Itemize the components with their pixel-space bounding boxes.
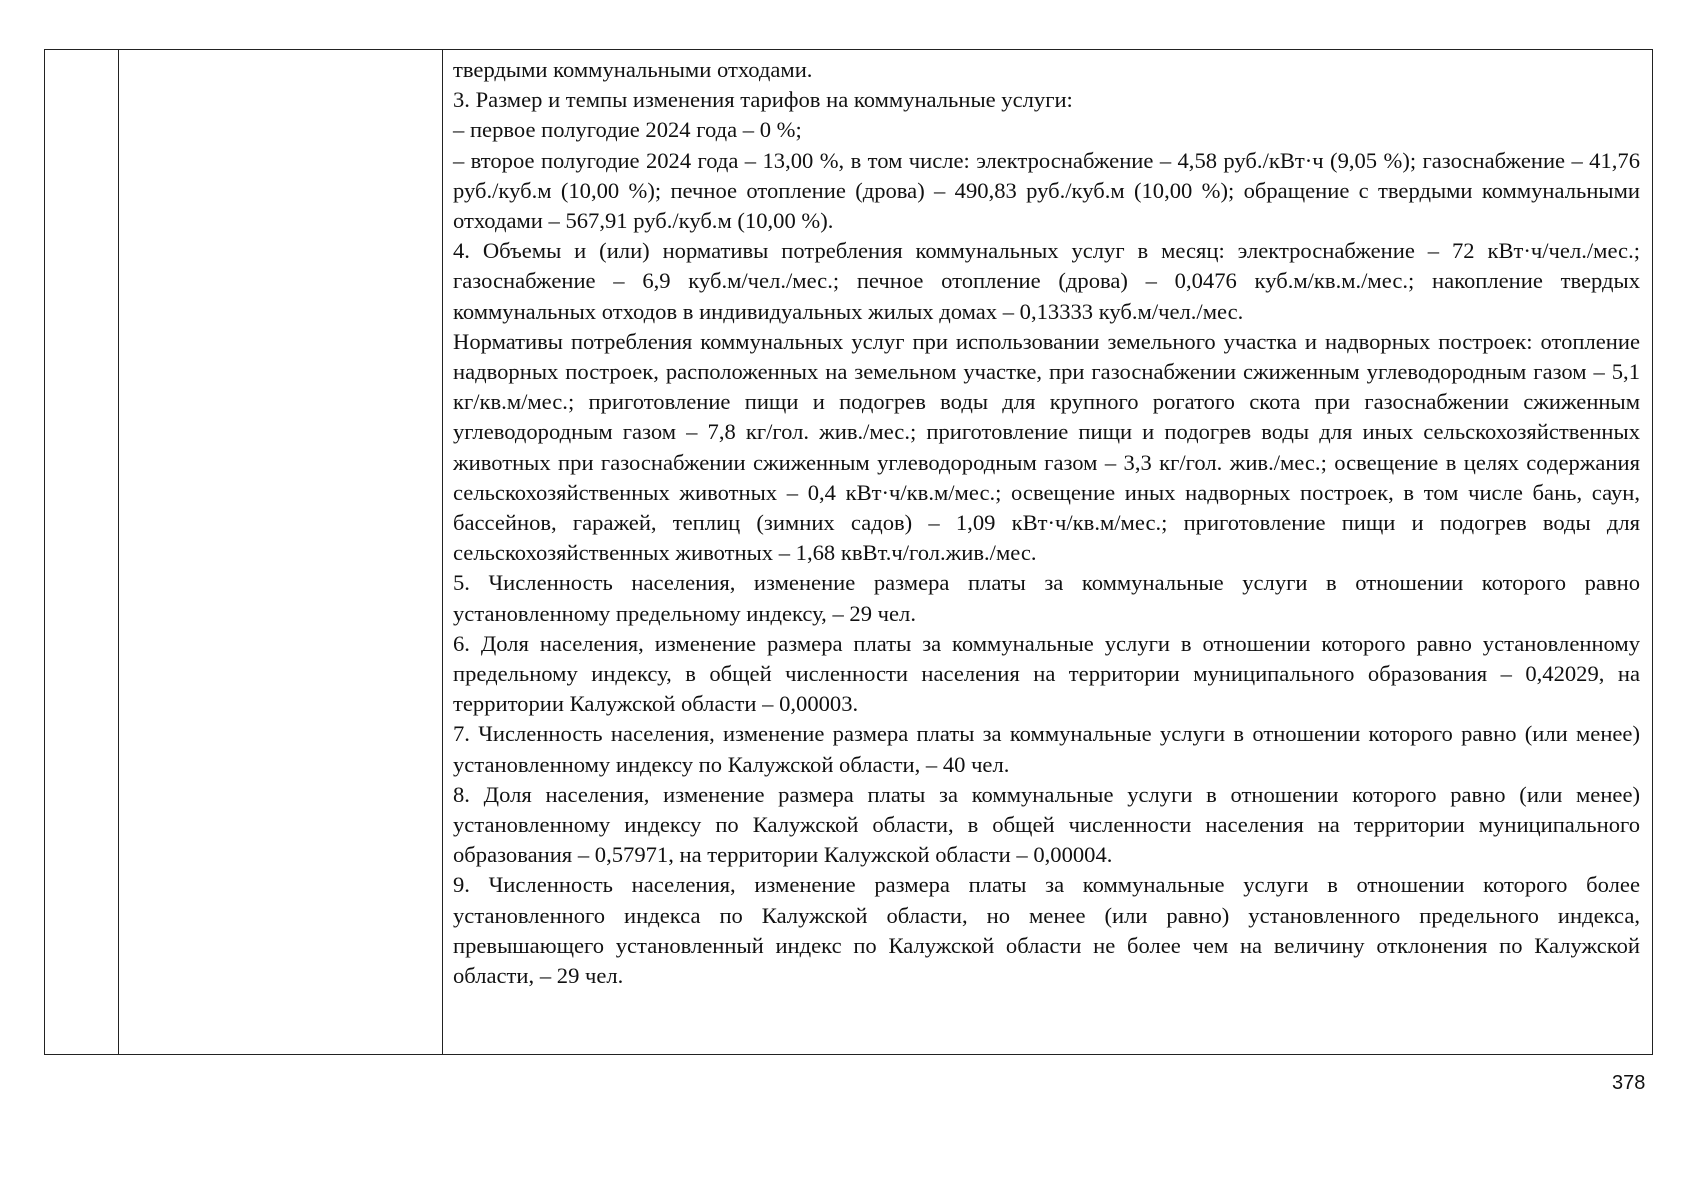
- document-table: [44, 49, 1653, 1055]
- paragraph-item-4: 4. Объемы и (или) нормативы потребления коммунальных услуг в месяц: электроснабжение – 72 кВт·ч/чел./мес.; газоснабжение – 6,9 куб.м/чел./мес.; печное отопление (дрова) – 0,0476 куб.м/кв.м./мес.; накопление твердых коммунальных отходов в индивидуальных жилых домах – 0,13333 куб.м/чел./мес.: [453, 238, 1640, 324]
- content-text: [453, 55, 1640, 991]
- paragraph-first-half: – первое полугодие 2024 года – 0 %;: [453, 117, 802, 143]
- content-cell: [443, 50, 1653, 1055]
- paragraph-continuation: твердыми коммунальными отходами.: [453, 57, 813, 82]
- paragraph-norms: Нормативы потребления коммунальных услуг при использовании земельного участка и надворных построек: отопление надворных построек, расположенных на земельном участке, при газоснабжении сжиженным углеводородным газом – 5,1 кг/кв.м/мес.; приготовление пищи и подогрев воды для крупного рогатого скота при газоснабжении сжиженным углеводородным газом – 7,8 кг/гол. жив./мес.; приготовление пищи и подогрев воды для иных сельскохозяйственных животных при газоснабжении сжиженным углеводородным газом – 3,3 кг/гол. жив./мес.; освещение в целях содержания сельскохозяйственных животных – 0,4 кВт·ч/кв.м/мес.; освещение иных надворных построек, в том числе бань, саун, бассейнов, гаражей, теплиц (зимних садов) – 1,09 кВт·ч/кв.м/мес.; приготовление пищи и подогрев воды для сельскохозяйственных животных – 1,68 квВт.ч/гол.жив./мес.: [453, 328, 1640, 566]
- paragraph-second-half: – второе полугодие 2024 года – 13,00 %, в том числе: электроснабжение – 4,58 руб./кВт·ч (9,05 %); газоснабжение – 41,76 руб./куб.м (10,00 %); печное отопление (дрова) – 490,83 руб./куб.м (10,00 %); обращение с твердыми коммунальными отходами – 567,91 руб./куб.м (10,00 %).: [453, 147, 1640, 234]
- paragraph-item-8: 8. Доля населения, изменение размера платы за коммунальные услуги в отношении которого равно (или менее) установленному индексу по Калужской области, в общей численности населения на территории муниципального образования – 0,57971, на территории Калужской области – 0,00004.: [453, 781, 1640, 868]
- name-cell: [119, 50, 443, 1055]
- paragraph-item-7: 7. Численность населения, изменение размера платы за коммунальные услуги в отношении которого равно (или менее) установленному индексу по Калужской области, – 40 чел.: [453, 721, 1640, 777]
- paragraph-item-3: 3. Размер и темпы изменения тарифов на коммунальные услуги:: [453, 87, 1073, 113]
- paragraph-item-6: 6. Доля населения, изменение размера платы за коммунальные услуги в отношении которого равно установленному предельному индексу, в общей численности населения на территории муниципального образования – 0,42029, на территории Калужской области – 0,00003.: [453, 630, 1640, 717]
- number-cell: [45, 50, 119, 1055]
- paragraph-item-5: 5. Численность населения, изменение размера платы за коммунальные услуги в отношении которого равно установленному предельному индексу, – 29 чел.: [453, 570, 1640, 626]
- table-row: [45, 50, 1653, 1055]
- paragraph-item-9: 9. Численность населения, изменение размера платы за коммунальные услуги в отношении которого более установленного индекса по Калужской области, но менее (или равно) установленного предельного индекса, превышающего установленный индекс по Калужской области не более чем на величину отклонения по Калужской области, – 29 чел.: [453, 872, 1640, 989]
- page-number: 378: [1612, 1072, 1646, 1094]
